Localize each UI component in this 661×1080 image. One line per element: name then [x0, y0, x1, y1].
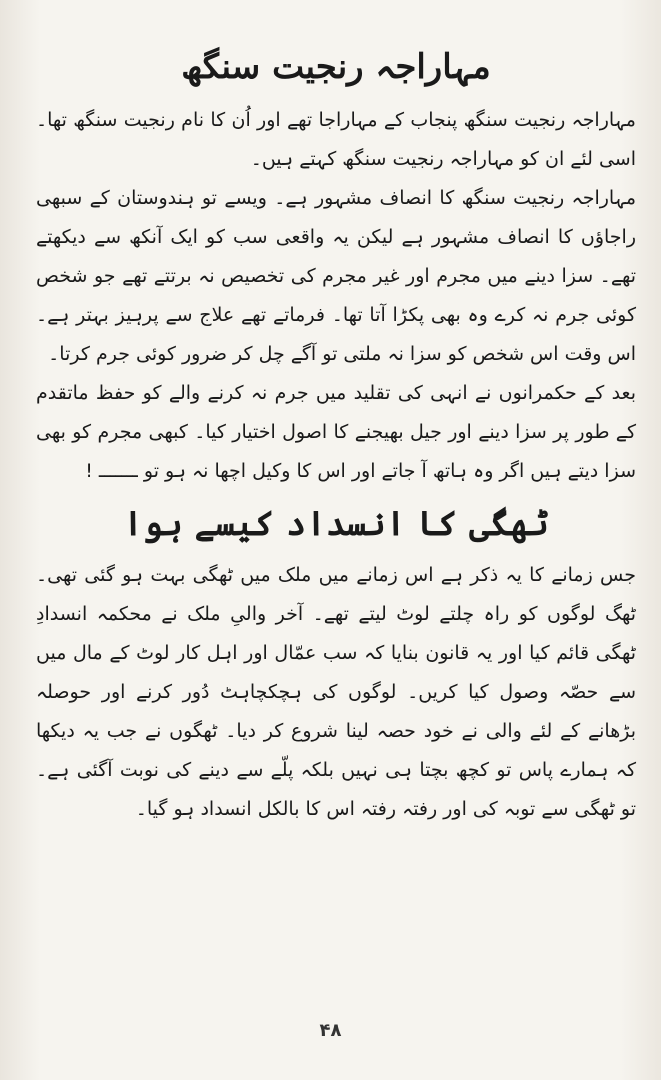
paragraph-thuggee: جس زمانے کا یہ ذکر ہے اس زمانے میں ملک میں ٹھگی بہت ہو گئی تھی۔ ٹھگ لوگوں کو راہ چلتے لوٹ لیتے تھے۔ آخر والیِ ملک نے محکمہ انسدادِ ٹھگی قائم کیا اور یہ قانون بنایا کہ سب عمّال اور اہل کار لوٹ کے مال میں سے حصّہ وصول کیا کریں۔ لوگوں کی ہچکچاہٹ دُور کرنے اور حوصلہ بڑھانے کے لئے والی نے خود حصہ لینا شروع کر دیا۔ ٹھگوں نے جب یہ دیکھا کہ ہمارے پاس تو کچھ بچتا ہی نہیں بلکہ پلّے سے دینے کی نوبت آگئی ہے۔ تو ٹھگی سے توبہ کی اور رفتہ رفتہ اس کا بالکل انسداد ہو گیا۔ [36, 564, 636, 820]
section-title-thuggee: ٹھگی کا انسداد کیسے ہوا [123, 504, 549, 544]
paragraph-later-rulers: بعد کے حکمرانوں نے انہی کی تقلید میں جرم نہ کرنے والے کو حفظ ماتقدم کے طور پر سزا دینے اور جیل بھیجنے کا اصول اختیار کیا۔ کبھی مجرم کو بھی سزا دیتے ہیں اگر وہ ہاتھ آ جاتے اور اس کا وکیل اچھا نہ ہو تو ـــــــ ! [36, 382, 636, 482]
paragraph-justice: مہاراجہ رنجیت سنگھ کا انصاف مشہور ہے۔ ویسے تو ہندوستان کے سبھی راجاؤں کا انصاف مشہور ہے لیکن یہ واقعی سب کو ایک آنکھ سے دیکھتے تھے۔ سزا دینے میں مجرم اور غیر مجرم کی تخصیص نہ برتتے تھے جو شخص کوئی جرم نہ کرے وہ بھی پکڑا آتا تھا۔ فرماتے تھے علاج سے پرہیز بہتر ہے۔ اس وقت اس شخص کو سزا نہ ملتی تو آگے چل کر ضرور کوئی جرم کرتا۔ [36, 187, 636, 365]
page-number: ۴۸ [319, 1020, 342, 1041]
page-content [36, 40, 636, 829]
paragraph-intro: مہاراجہ رنجیت سنگھ پنجاب کے مہاراجا تھے اور اُن کا نام رنجیت سنگھ تھا۔ اسی لئے ان کو مہاراجہ رنجیت سنگھ کہتے ہیں۔ [36, 109, 636, 170]
section-title-ranjit-singh: مہاراجہ رنجیت سنگھ [181, 47, 491, 87]
